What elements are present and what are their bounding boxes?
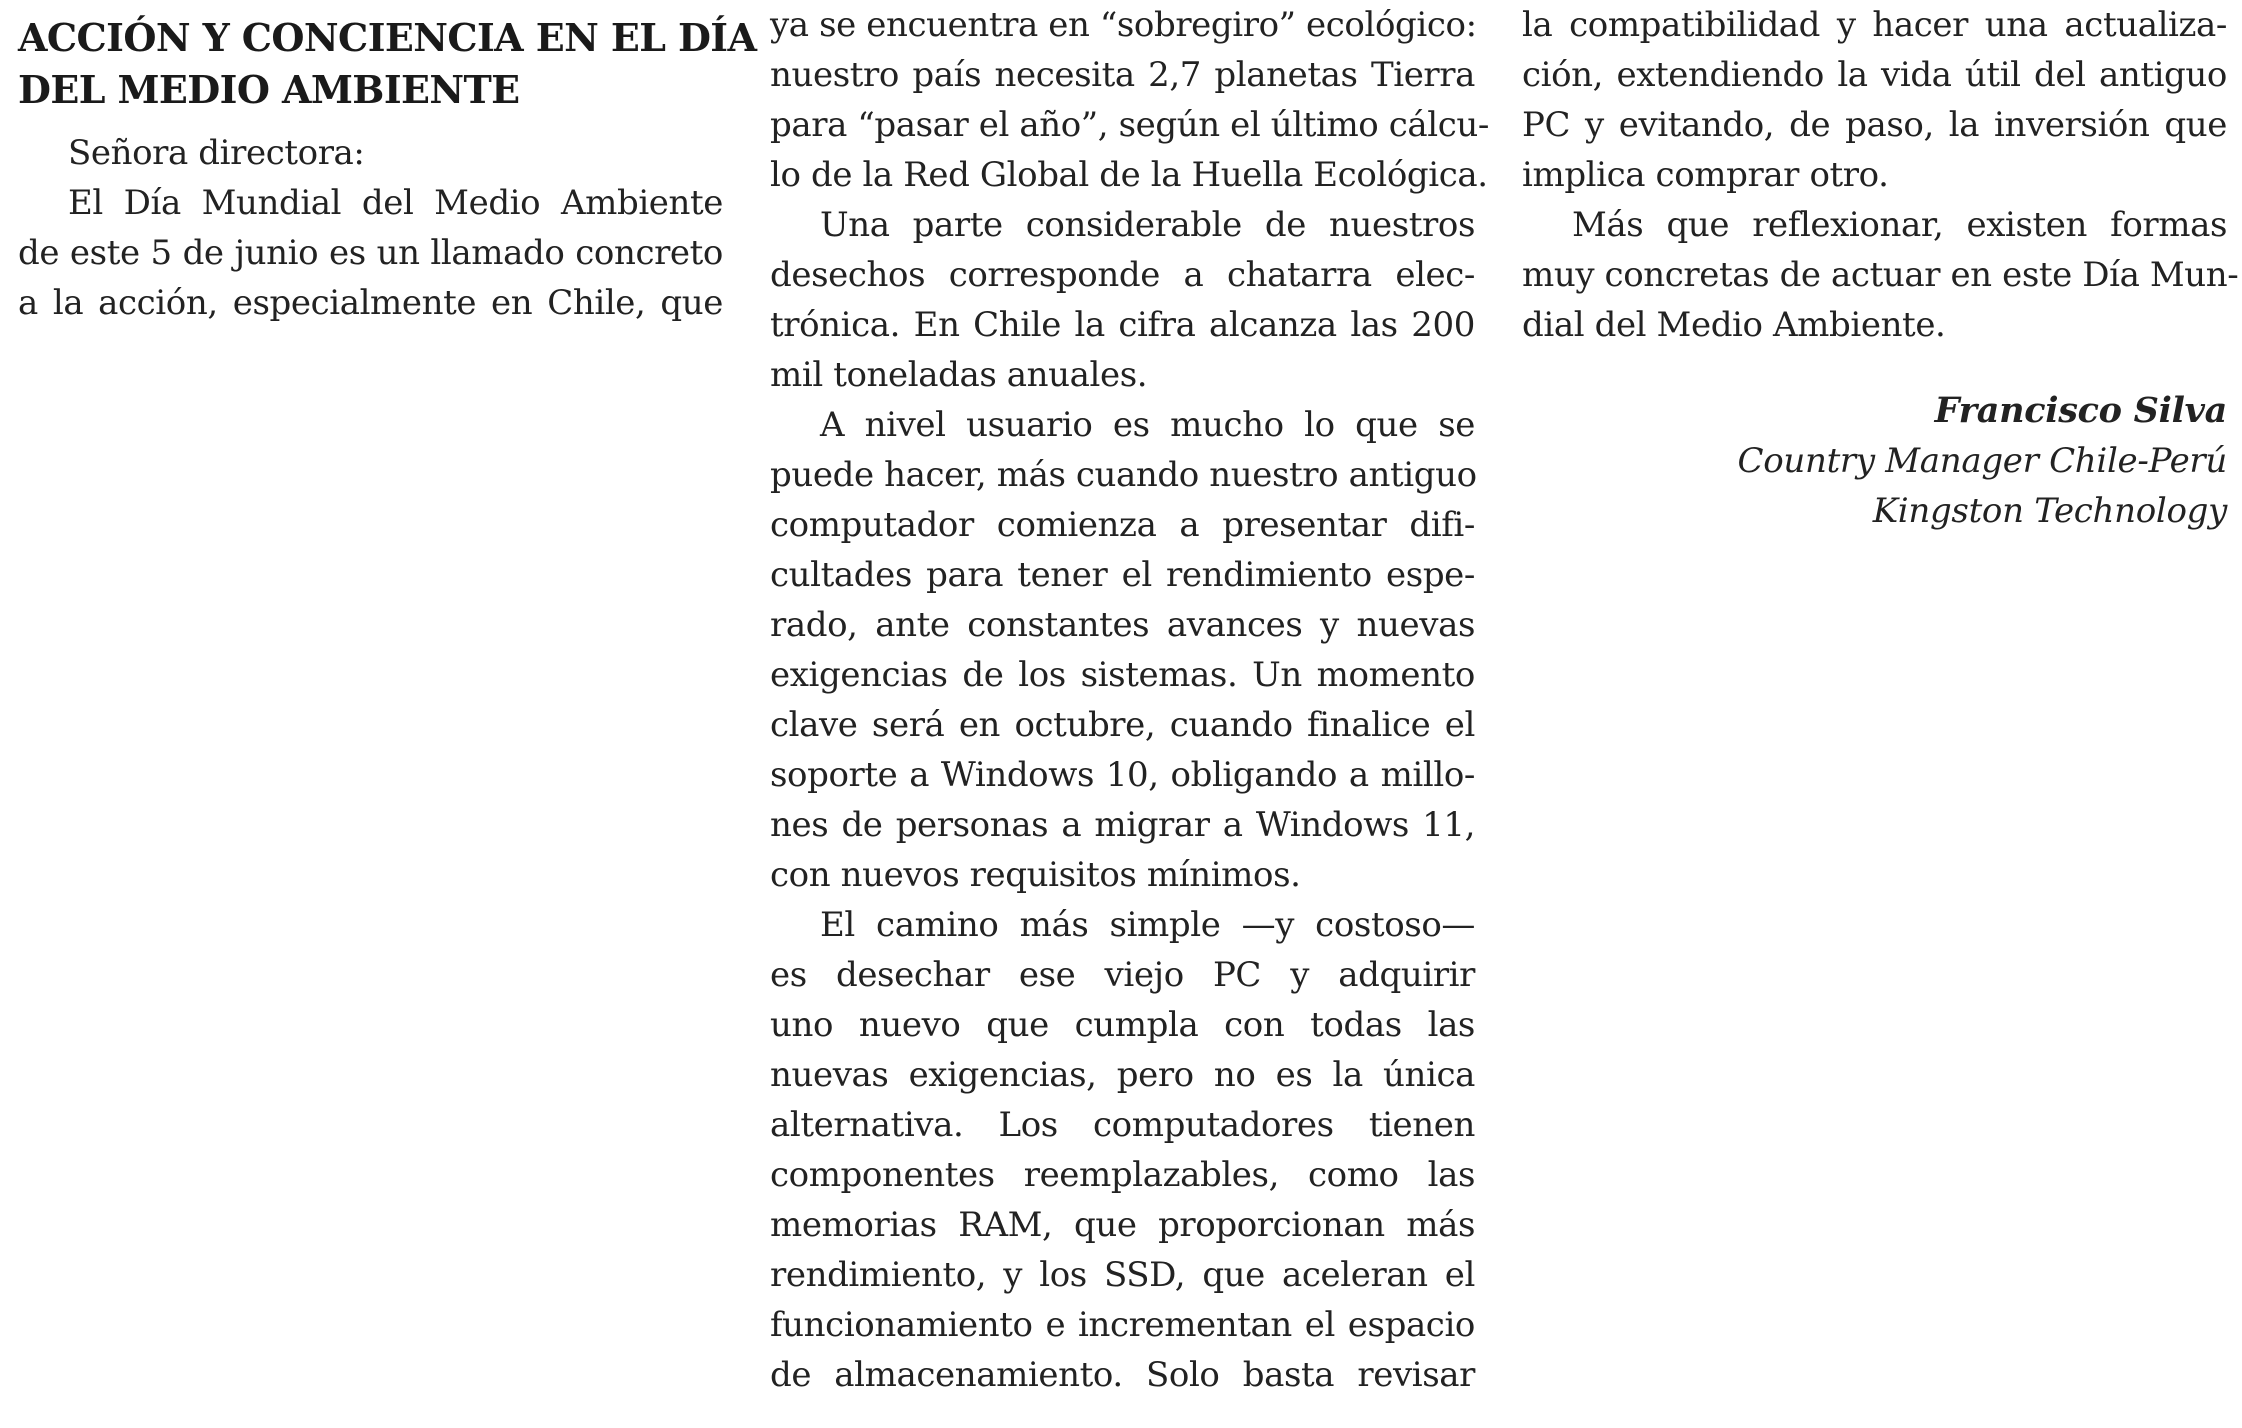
paragraph-line: soporte a Windows 10, obligando a millo- [770,755,1475,795]
paragraph-line: rado, ante constantes avances y nuevas [770,605,1475,645]
paragraph-line: la compatibilidad y hacer una actualiza- [1522,5,2227,45]
column-1 [18,0,757,328]
headline [18,12,757,116]
paragraph-line: uno nuevo que cumpla con todas las [770,1005,1475,1045]
paragraph-line: ción, extendiendo la vida útil del antiguo [1522,55,2227,95]
paragraph-line: de este 5 de junio es un llamado concreto [18,233,723,273]
paragraph-line: clave será en octubre, cuando finalice el [770,705,1475,745]
signature-company: Kingston Technology [1872,491,2227,531]
headline-line-2: DEL MEDIO AMBIENTE [18,67,520,112]
salutation: Señora directora: [68,133,365,173]
paragraph-line: Una parte considerable de nuestros [820,205,1475,245]
paragraph-line: computador comienza a presentar difi- [770,505,1475,545]
paragraph-line: para “pasar el año”, según el último cálcu- [770,105,1489,145]
paragraph-line: memorias RAM, que proporcionan más [770,1205,1475,1245]
paragraph-line: desechos corresponde a chatarra elec- [770,255,1475,295]
paragraph-line: componentes reemplazables, como las [770,1155,1475,1195]
paragraph-line: es desechar ese viejo PC y adquirir [770,955,1475,995]
paragraph-line: implica comprar otro. [1522,155,1889,195]
paragraph-line: de almacenamiento. Solo basta revisar [770,1355,1475,1395]
signature-block [1522,386,2227,536]
paragraph-line: lo de la Red Global de la Huella Ecológica. [770,155,1488,195]
paragraph-line: alternativa. Los computadores tienen [770,1105,1475,1145]
headline-line-1: ACCIÓN Y CONCIENCIA EN EL DÍA [18,15,757,60]
column-3 [1522,0,2239,350]
paragraph-line: nuestro país necesita 2,7 planetas Tierra [770,55,1475,95]
paragraph-line: El camino más simple —y costoso— [820,905,1475,945]
paragraph-line: funcionamiento e incrementan el espacio [770,1305,1475,1345]
paragraph-line: puede hacer, más cuando nuestro antiguo [770,455,1477,495]
paragraph-line: exigencias de los sistemas. Un momento [770,655,1475,695]
paragraph-line: con nuevos requisitos mínimos. [770,855,1301,895]
signature-name: Francisco Silva [1934,390,2227,431]
paragraph-line: nuevas exigencias, pero no es la única [770,1055,1475,1095]
paragraph-line: A nivel usuario es mucho lo que se [820,405,1475,445]
paragraph-line: El Día Mundial del Medio Ambiente [68,183,723,223]
paragraph-line: nes de personas a migrar a Windows 11, [770,805,1475,845]
paragraph-line: cultades para tener el rendimiento espe- [770,555,1475,595]
paragraph-line: trónica. En Chile la cifra alcanza las 200 [770,305,1475,345]
paragraph-line: rendimiento, y los SSD, que aceleran el [770,1255,1475,1295]
paragraph-line: PC y evitando, de paso, la inversión que [1522,105,2227,145]
paragraph-line: muy concretas de actuar en este Día Mun- [1522,255,2239,295]
paragraph-line: dial del Medio Ambiente. [1522,305,1946,345]
paragraph-line: ya se encuentra en “sobregiro” ecológico: [770,5,1477,45]
paragraph-line: mil toneladas anuales. [770,355,1148,395]
signature-title: Country Manager Chile-Perú [1737,441,2227,481]
paragraph-line: a la acción, especialmente en Chile, que [18,283,723,323]
paragraph-line: Más que reflexionar, existen formas [1572,205,2227,245]
column-2 [770,0,1489,1400]
